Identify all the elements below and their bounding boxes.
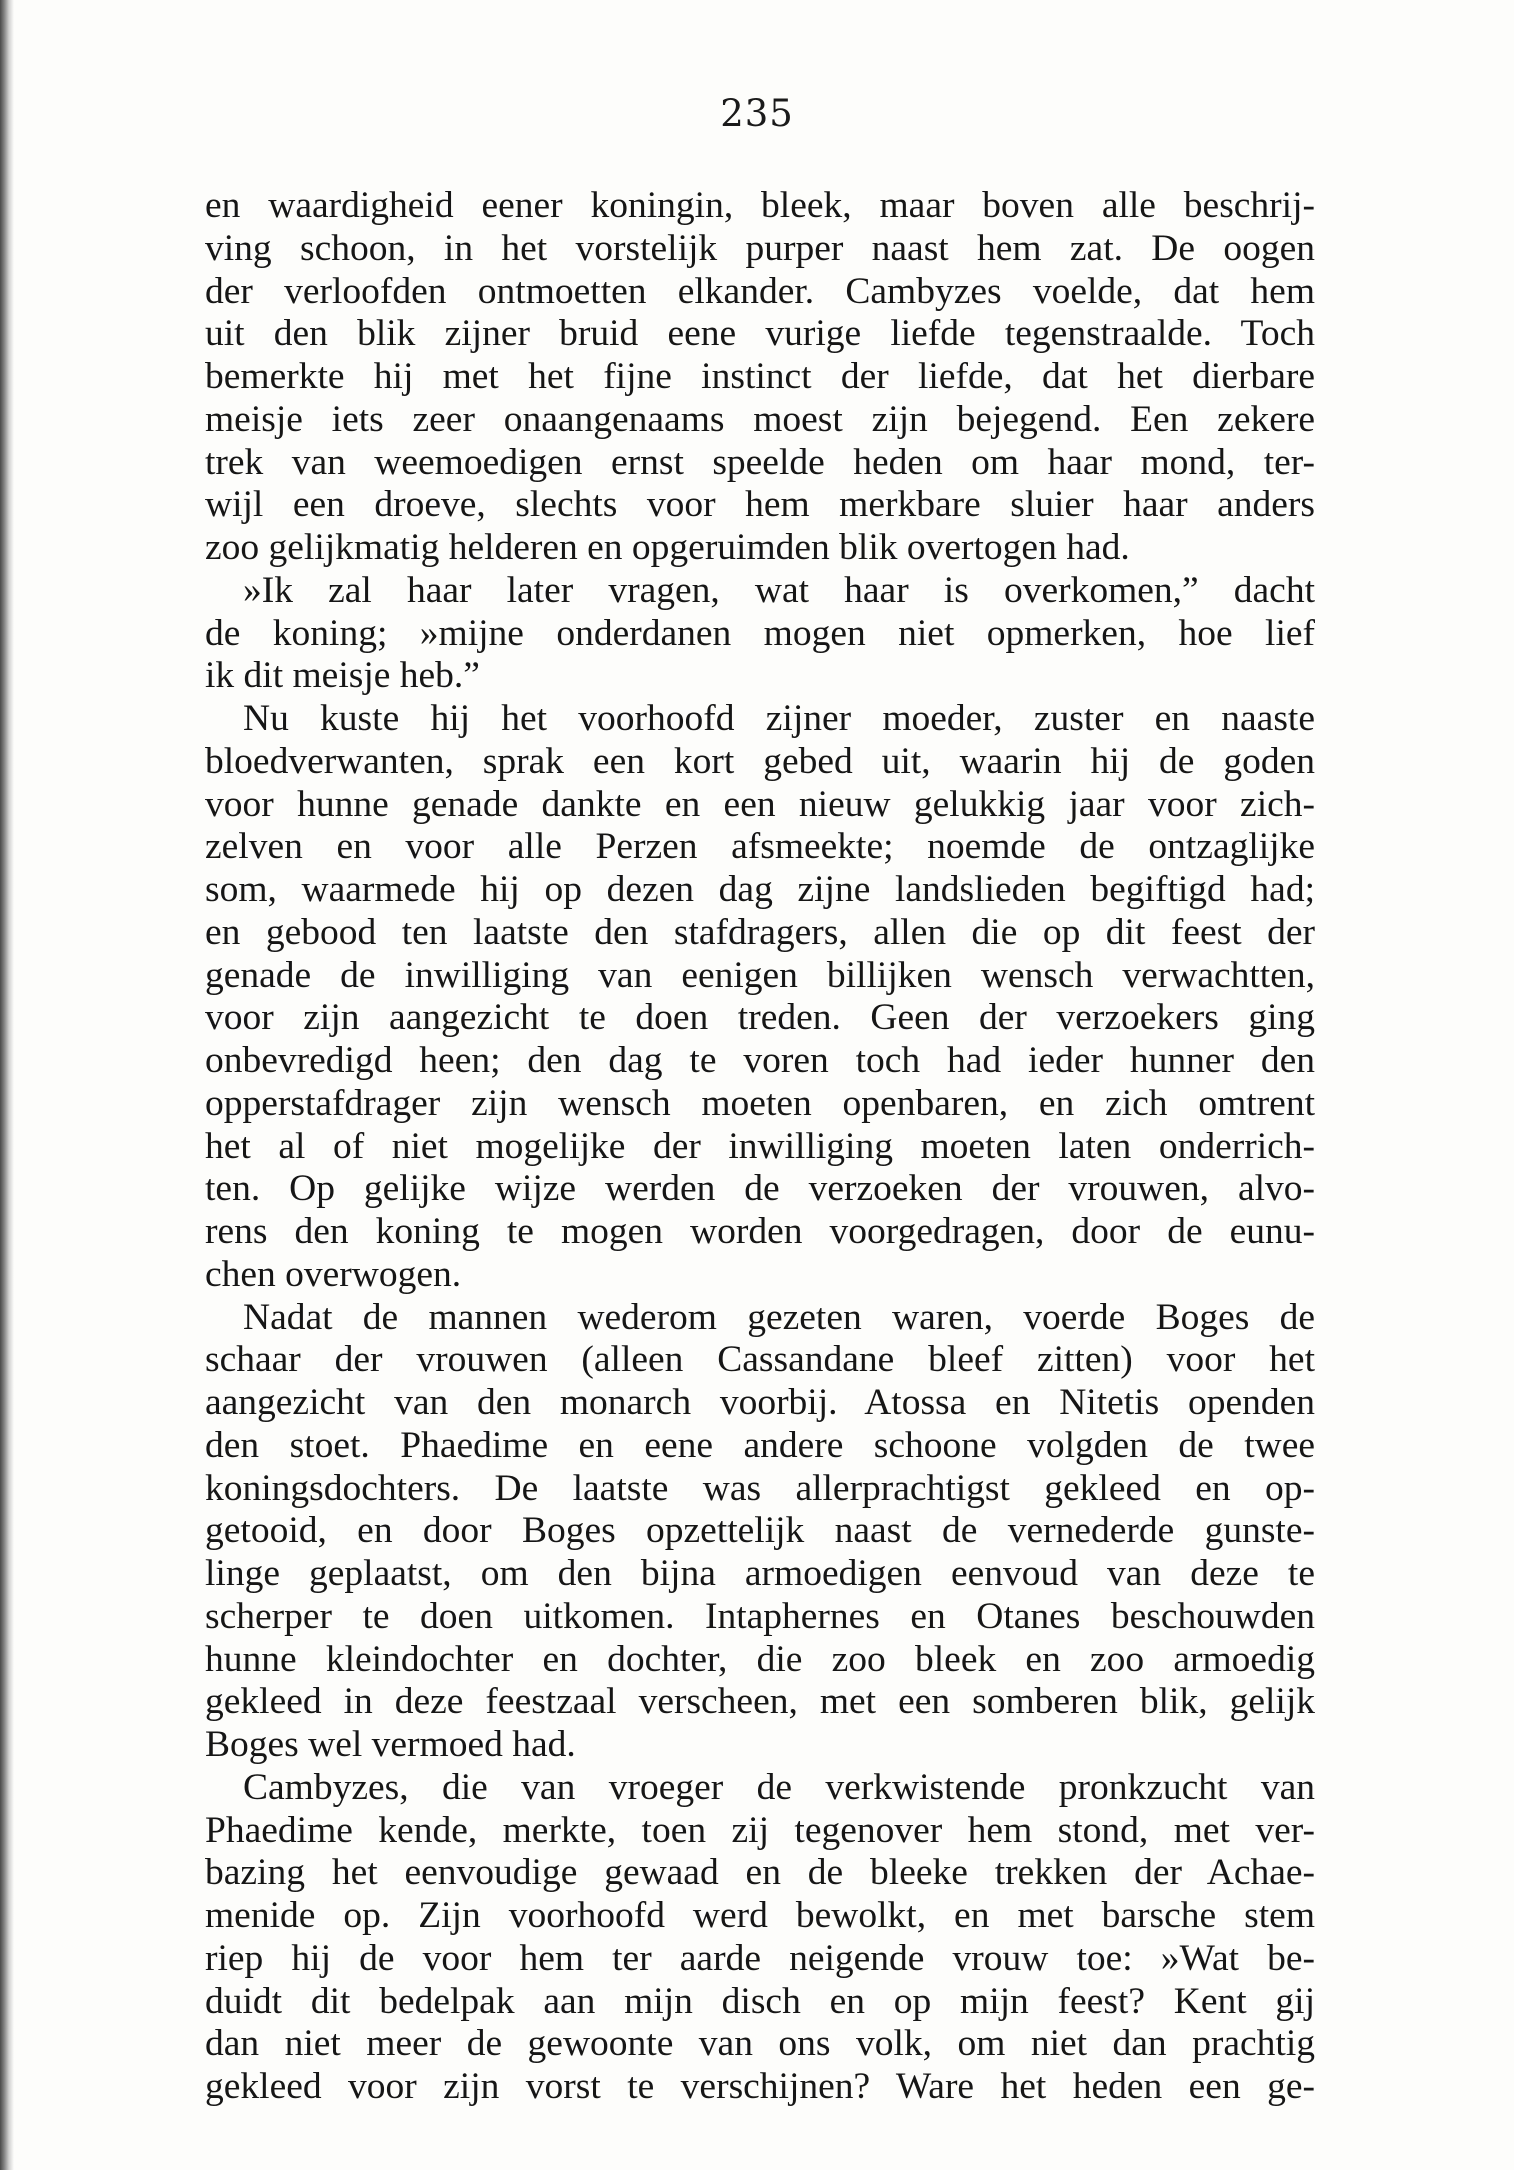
text-line: wijl een droeve, slechts voor hem merkbare sluier haar anders	[205, 484, 1315, 526]
text-line: ten. Op gelijke wijze werden de verzoeken der vrouwen, alvo-	[205, 1168, 1315, 1210]
text-line: rens den koning te mogen worden voorgedragen, door de eunu-	[205, 1211, 1315, 1252]
text-line: bloedverwanten, sprak een kort gebed uit, waarin hij de goden	[205, 740, 1315, 782]
text-line: de koning; »mijne onderdanen mogen niet opmerken, hoe lief	[205, 612, 1315, 654]
text-line: dan niet meer de gewoonte van ons volk, om niet dan prachtig	[205, 2023, 1315, 2065]
text-line: riep hij de voor hem ter aarde neigende vrouw toe: »Wat be-	[205, 1937, 1315, 1979]
text-line: zelven en voor alle Perzen afsmeekte; noemde de ontzaglijke	[205, 826, 1315, 868]
text-line: der verloofden ontmoetten elkander. Cambyzes voelde, dat hem	[205, 270, 1315, 312]
text-line: menide op. Zijn voorhoofd werd bewolkt, en met barsche stem	[205, 1895, 1315, 1936]
text-line: Nadat de mannen wederom gezeten waren, voerde Boges de	[243, 1296, 1315, 1338]
body-text	[205, 185, 1315, 2109]
text-line: Cambyzes, die van vroeger de verkwistende pronkzucht van	[243, 1766, 1315, 1808]
binding-edge	[0, 0, 14, 2170]
text-line: uit den blik zijner bruid eene vurige liefde tegenstraalde. Toch	[205, 313, 1315, 355]
text-line: koningsdochters. De laatste was allerprachtigst gekleed en op-	[205, 1467, 1315, 1509]
text-line: schaar der vrouwen (alleen Cassandane bleef zitten) voor het	[205, 1339, 1315, 1381]
text-line: Nu kuste hij het voorhoofd zijner moeder, zuster en naaste	[243, 698, 1315, 739]
text-line: som, waarmede hij op dezen dag zijne landslieden begiftigd had;	[205, 869, 1315, 910]
text-line: voor zijn aangezicht te doen treden. Geen der verzoekers ging	[205, 997, 1315, 1039]
text-line: onbevredigd heen; den dag te voren toch had ieder hunner den	[205, 1040, 1315, 1081]
text-line: voor hunne genade dankte en een nieuw gelukkig jaar voor zich-	[205, 783, 1315, 825]
text-line: aangezicht van den monarch voorbij. Atossa en Nitetis openden	[205, 1382, 1315, 1423]
text-line: meisje iets zeer onaangenaams moest zijn bejegend. Een zekere	[205, 398, 1315, 440]
text-line: duidt dit bedelpak aan mijn disch en op mijn feest? Kent gij	[205, 1980, 1315, 2022]
text-line: bazing het eenvoudige gewaad en de bleeke trekken der Achae-	[205, 1852, 1315, 1894]
text-line: ik dit meisje heb.”	[205, 655, 480, 697]
text-line: scherper te doen uitkomen. Intaphernes en Otanes beschouwden	[205, 1595, 1315, 1637]
text-line: »Ik zal haar later vragen, wat haar is overkomen,” dacht	[243, 569, 1315, 611]
text-line: het al of niet mogelijke der inwilliging moeten laten onderrich-	[205, 1125, 1315, 1167]
text-line: hunne kleindochter en dochter, die zoo bleek en zoo armoedig	[205, 1638, 1315, 1680]
text-line: en waardigheid eener koningin, bleek, maar boven alle beschrij-	[205, 185, 1315, 226]
text-line: trek van weemoedigen ernst speelde heden om haar mond, ter-	[205, 441, 1315, 483]
text-line: getooid, en door Boges opzettelijk naast de vernederde gunste-	[205, 1510, 1315, 1552]
text-line: en gebood ten laatste den stafdragers, allen die op dit feest der	[205, 911, 1315, 953]
text-line: Boges wel vermoed had.	[205, 1724, 576, 1765]
text-line: Phaedime kende, merkte, toen zij tegenover hem stond, met ver-	[205, 1809, 1315, 1851]
text-line: gekleed in deze feestzaal verscheen, met een somberen blik, gelijk	[205, 1681, 1315, 1723]
text-line: opperstafdrager zijn wensch moeten openbaren, en zich omtrent	[205, 1082, 1315, 1124]
text-line: bemerkte hij met het fijne instinct der liefde, dat het dierbare	[205, 356, 1315, 397]
text-line: ving schoon, in het vorstelijk purper naast hem zat. De oogen	[205, 227, 1315, 269]
text-line: zoo gelijkmatig helderen en opgeruimden blik overtogen had.	[205, 527, 1130, 568]
text-line: gekleed voor zijn vorst te verschijnen? Ware het heden een ge-	[205, 2066, 1315, 2107]
text-line: den stoet. Phaedime en eene andere schoone volgden de twee	[205, 1424, 1315, 1466]
text-line: linge geplaatst, om den bijna armoedigen eenvoud van deze te	[205, 1553, 1315, 1594]
text-line: genade de inwilliging van eenigen billijken wensch verwachtten,	[205, 954, 1315, 996]
page-number: 235	[720, 92, 794, 135]
text-line: chen overwogen.	[205, 1253, 462, 1295]
